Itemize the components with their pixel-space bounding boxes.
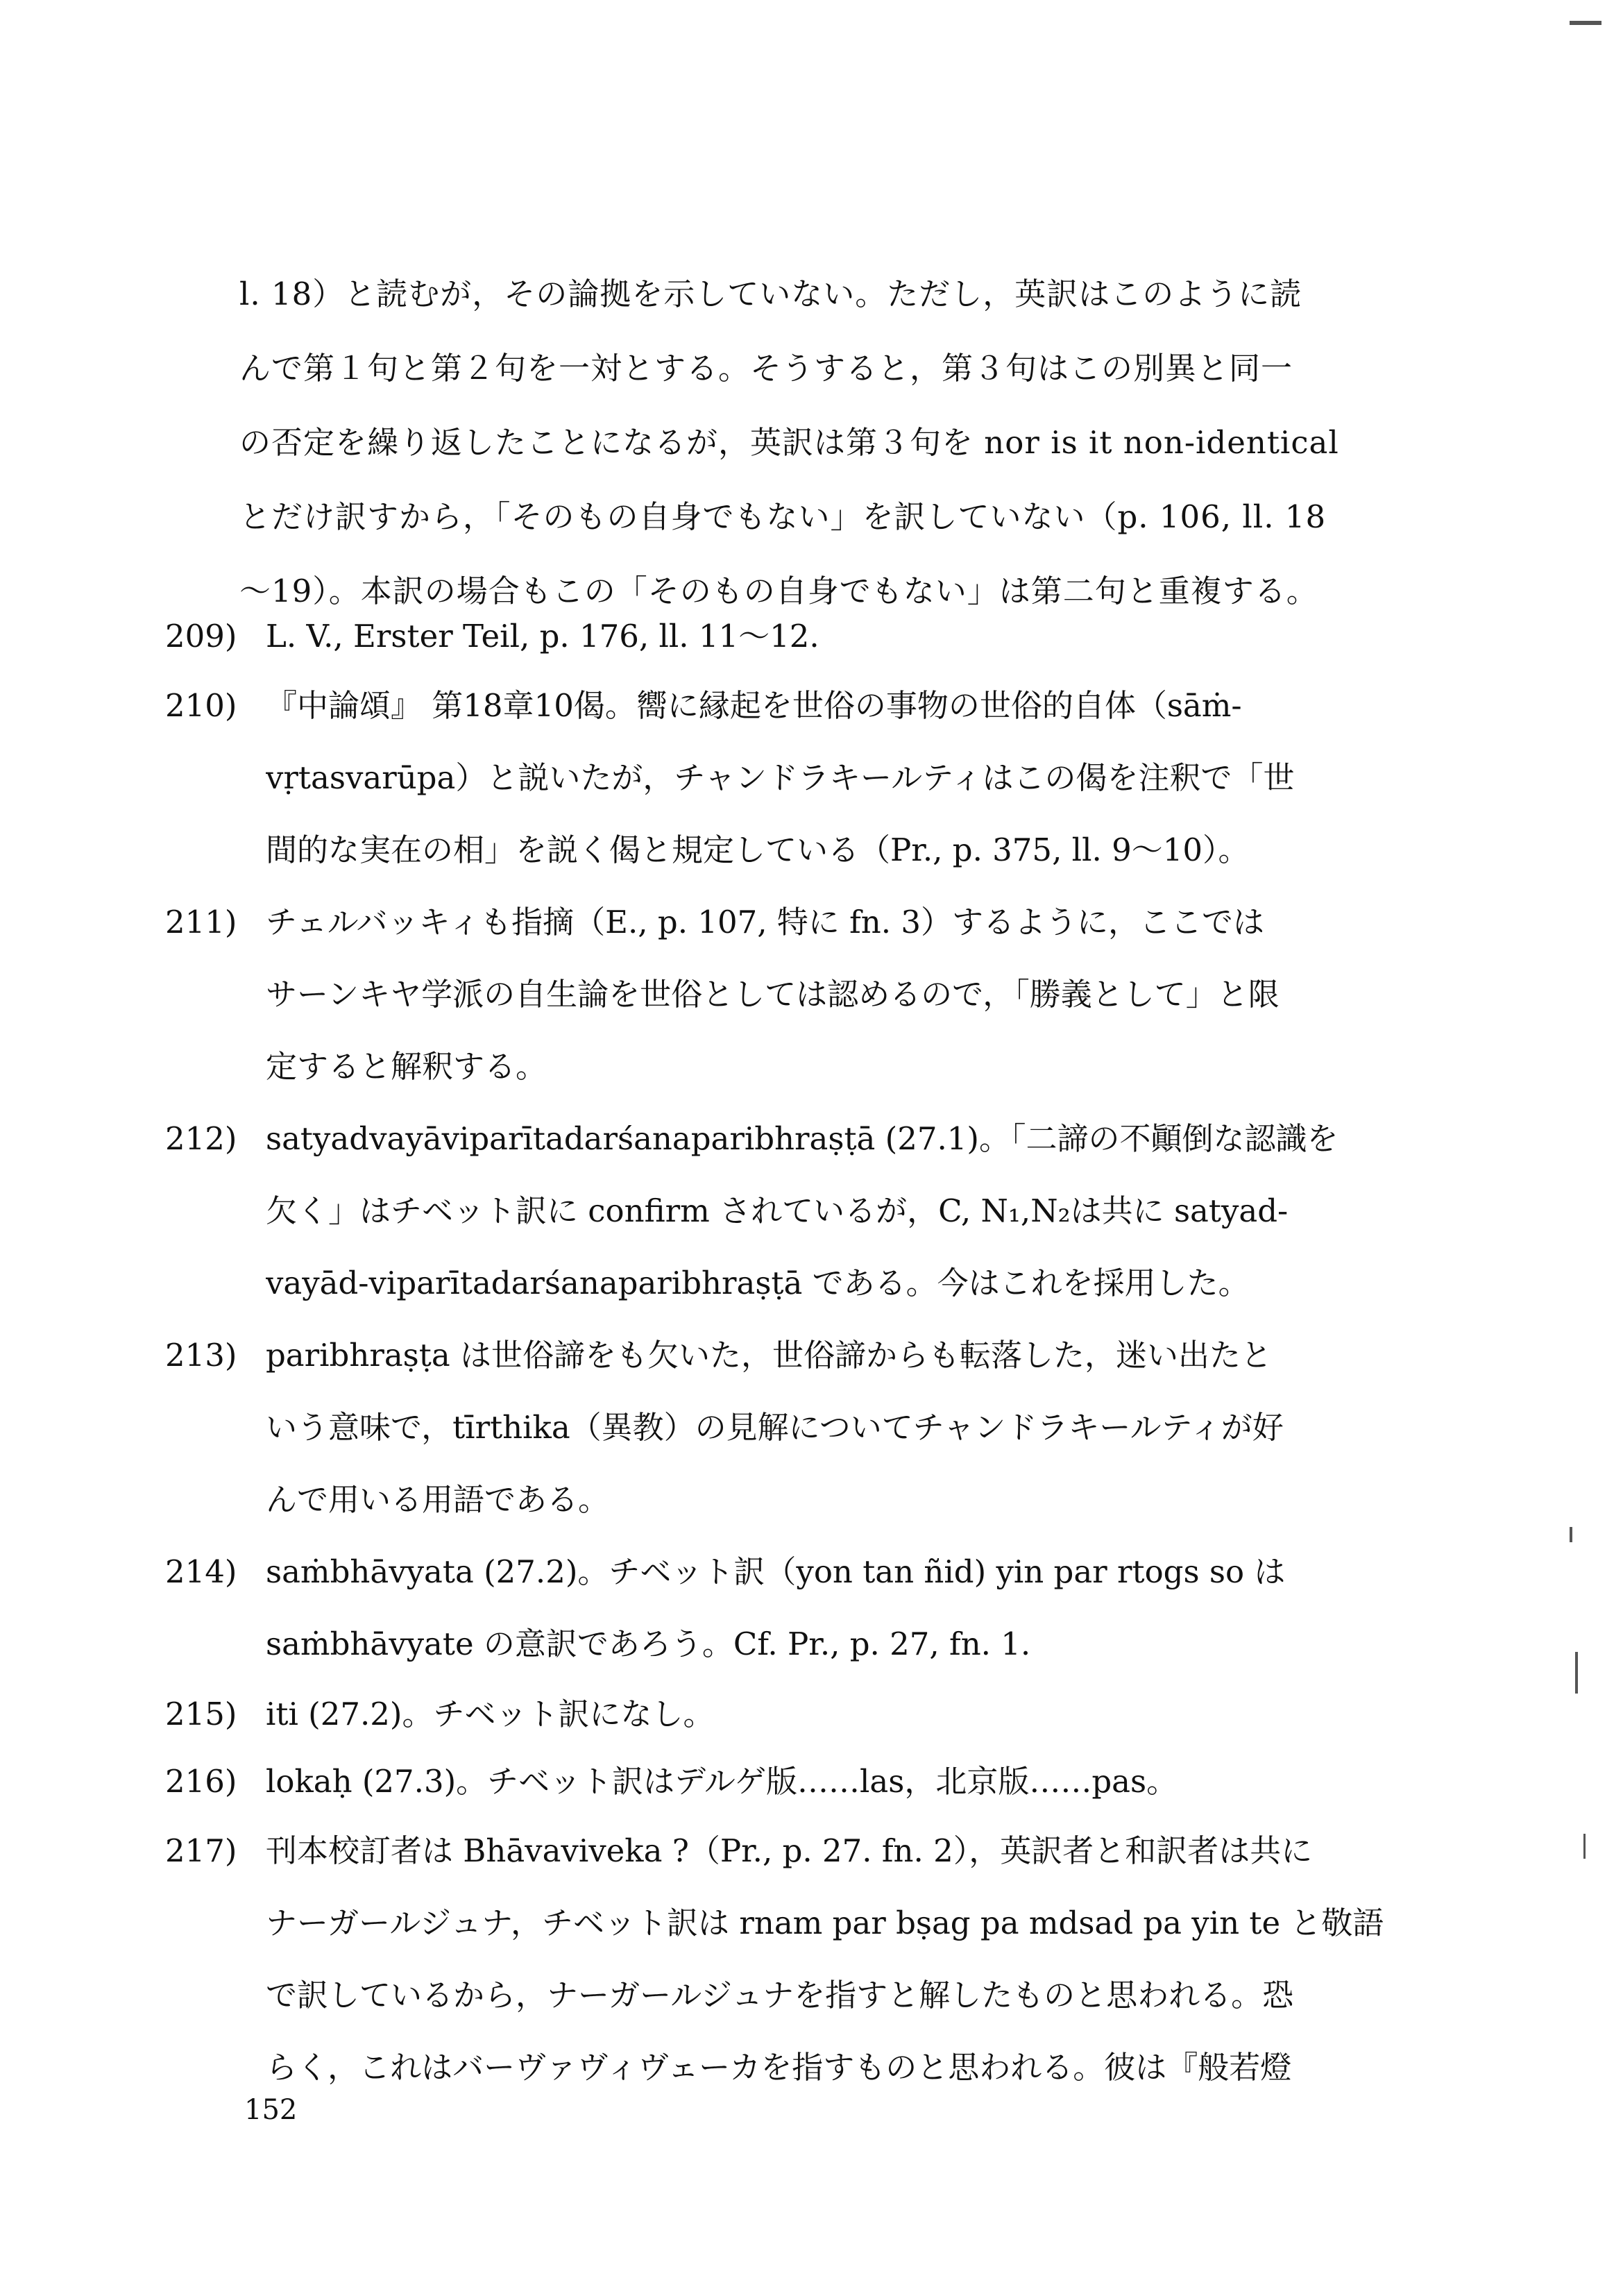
footnote-216 xyxy=(165,1748,1386,1815)
text-line: saṁbhāvyata (27.2)。チベット訳（yon tan ñid) yin par rtogs so は xyxy=(266,1553,1286,1590)
text-line: 定すると解釈する。 xyxy=(266,1048,547,1085)
footnote-number: 214) xyxy=(165,1553,237,1590)
text-line: l. 18）と読むが，その論拠を示していない。ただし，英訳はこのように読 xyxy=(239,276,1302,312)
footnote-214 xyxy=(165,1536,1386,1680)
footnote-213 xyxy=(165,1319,1386,1536)
footnote-215 xyxy=(165,1680,1386,1748)
footnote-body xyxy=(266,1815,1386,2104)
text-line: 刊本校訂者は Bhāvaviveka ?（Pr., p. 27. fn. 2），英訳者と和訳者は共に xyxy=(266,1832,1313,1869)
text-line: サーンキヤ学派の自生論を世俗としては認めるので，「勝義として」と限 xyxy=(266,976,1280,1013)
continued-note-paragraph xyxy=(239,257,1377,628)
footnote-body xyxy=(266,670,1386,886)
text-line: 欠く」はチベット訳に confirm されているが，C, N₁,N₂は共に satyad- xyxy=(266,1192,1289,1229)
footnote-number: 209) xyxy=(165,618,237,655)
footnote-number: 216) xyxy=(165,1763,237,1800)
text-line: の否定を繰り返したことになるが，英訳は第３句を nor is it non-identical xyxy=(239,424,1339,461)
text-line: 『中論頌』 第18章10偈。嚮に縁起を世俗の事物の世俗的自体（sāṁ- xyxy=(266,687,1242,724)
footnote-number: 213) xyxy=(165,1337,237,1374)
footnote-body xyxy=(266,1536,1386,1680)
text-line: ナーガールジュナ，チベット訳は rnam par bṣag pa mdsad pa yin te と敬語 xyxy=(266,1905,1384,1941)
footnote-number: 211) xyxy=(165,904,237,940)
footnote-body xyxy=(266,1319,1386,1536)
footnote-211 xyxy=(165,886,1386,1103)
scan-mark xyxy=(1570,21,1601,25)
text-line: チェルバッキィも指摘（E., p. 107, 特に fn. 3）するように，ここでは xyxy=(266,904,1265,940)
footnote-list xyxy=(165,602,1386,2104)
footnote-body xyxy=(266,1680,1386,1748)
scan-mark xyxy=(1575,1652,1578,1694)
footnote-number: 212) xyxy=(165,1120,237,1157)
text-line: んで用いる用語である。 xyxy=(266,1481,610,1518)
text-line: とだけ訳すから，「そのもの自身でもない」を訳していない（p. 106, ll. 18 xyxy=(239,498,1327,535)
page-number: 152 xyxy=(244,2094,298,2126)
text-line: iti (27.2)。チベット訳になし。 xyxy=(266,1696,715,1732)
text-line: satyadvayāviparītadarśanaparibhraṣṭā (27.1)。「二諦の不顚倒な認識を xyxy=(266,1120,1339,1157)
text-line: ～19）。本訳の場合もこの「そのもの自身でもない」は第二句と重複する。 xyxy=(239,573,1318,609)
text-line: らく，これはバーヴァヴィヴェーカを指すものと思われる。彼は『般若燈 xyxy=(266,2049,1292,2086)
text-line: L. V., Erster Teil, p. 176, ll. 11～12. xyxy=(266,618,819,655)
footnote-body xyxy=(266,1748,1386,1815)
text-line: んで第１句と第２句を一対とする。そうすると，第３句はこの別異と同一 xyxy=(239,350,1293,387)
footnote-number: 217) xyxy=(165,1832,237,1869)
footnote-number: 210) xyxy=(165,687,237,724)
text-line: lokaḥ (27.3)。チベット訳はデルゲ版……las，北京版……pas。 xyxy=(266,1763,1178,1800)
footnote-212 xyxy=(165,1103,1386,1319)
footnote-209 xyxy=(165,602,1386,670)
text-line: で訳しているから，ナーガールジュナを指すと解したものと思われる。恐 xyxy=(266,1977,1294,2014)
text-line: いう意味で，tīrthika（異教）の見解についてチャンドラキールティが好 xyxy=(266,1409,1284,1446)
footnote-number: 215) xyxy=(165,1696,237,1732)
footnote-body xyxy=(266,602,1386,670)
scan-mark xyxy=(1570,1527,1572,1542)
text-line: 間的な実在の相」を説く偈と規定している（Pr., p. 375, ll. 9～10）。 xyxy=(266,832,1250,868)
footnote-217 xyxy=(165,1815,1386,2104)
text-line: vayād-viparītadarśanaparibhraṣṭā である。今はこれを採用した。 xyxy=(266,1265,1250,1301)
footnote-body xyxy=(266,1103,1386,1319)
text-line: vṛtasvarūpa）と説いたが，チャンドラキールティはこの偈を注釈で「世 xyxy=(266,759,1295,796)
scan-mark xyxy=(1583,1834,1586,1859)
footnote-210 xyxy=(165,670,1386,886)
footnote-body xyxy=(266,886,1386,1103)
text-line: paribhraṣṭa は世俗諦をも欠いた，世俗諦からも転落した，迷い出たと xyxy=(266,1337,1272,1374)
text-line: saṁbhāvyate の意訳であろう。Cf. Pr., p. 27, fn. 1. xyxy=(266,1626,1031,1662)
